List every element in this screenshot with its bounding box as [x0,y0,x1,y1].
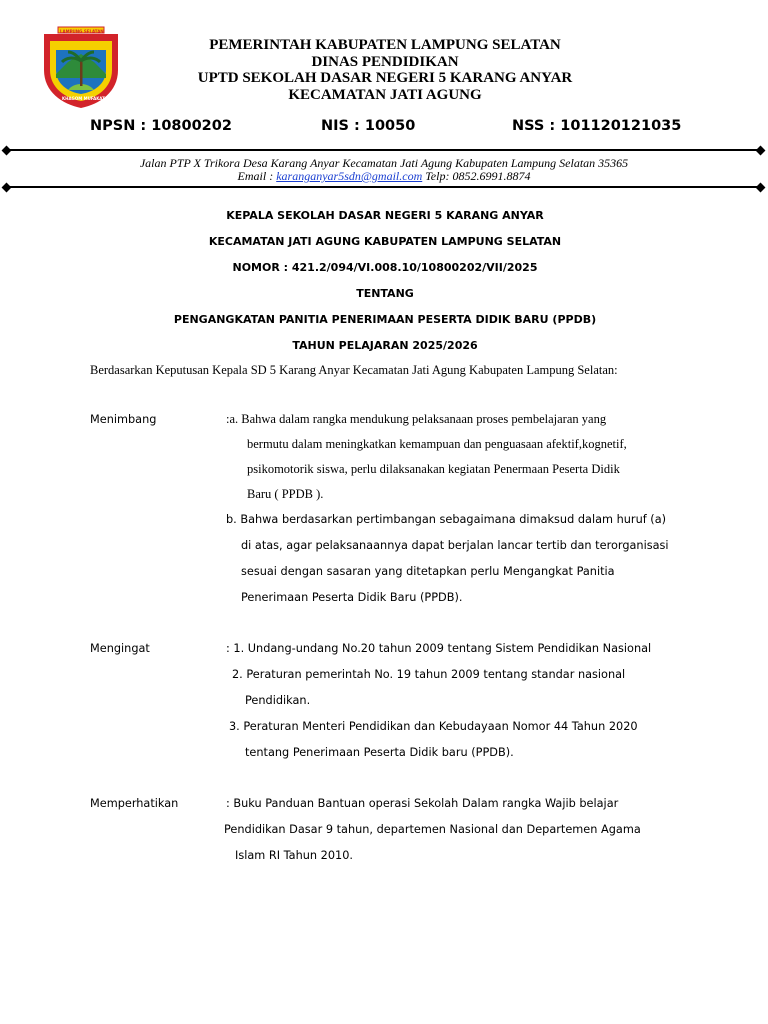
menimbang-line: di atas, agar pelaksanaannya dapat berjalan lancar tertib dan terorganisasi [241,539,669,552]
rule-end-diamond [756,183,766,193]
mengingat-line: tentang Penerimaan Peserta Didik baru (PPDB). [245,746,514,759]
decree-number: NOMOR : 421.2/094/VI.008.10/10800202/VII/2025 [232,261,538,274]
rule-end-diamond [2,183,12,193]
contact-line [40,169,728,183]
menimbang-label: Menimbang [90,413,157,426]
menimbang-line: Baru ( PPDB ). [247,487,324,501]
mengingat-line: Pendidikan. [245,694,311,707]
memperhatikan-line: : Buku Panduan Bantuan operasi Sekolah Dalam rangka Wajib belajar [226,797,619,810]
menimbang-line: Penerimaan Peserta Didik Baru (PPDB). [241,591,463,604]
npsn-number: NPSN : 10800202 [90,118,232,134]
rule-end-diamond [2,146,12,156]
logo-bottom-text: KHAGOM MUFAKAT [62,96,105,101]
letterhead-line-1: PEMERINTAH KABUPATEN LAMPUNG SELATAN [209,37,561,53]
menimbang-line: psikomotorik siswa, perlu dilaksanakan kegiatan Penermaan Peserta Didik [247,462,620,476]
decree-school-year: TAHUN PELAJARAN 2025/2026 [292,339,478,352]
mengingat-line: 2. Peraturan pemerintah No. 19 tahun 2009 tentang standar nasional [232,668,626,681]
nss-number: NSS : 101120121035 [512,118,682,134]
logo-top-text: LAMPUNG SELATAN [60,29,104,34]
email-label: Email : [237,169,277,183]
school-logo [38,24,124,110]
rule-end-diamond [756,146,766,156]
school-address: Jalan PTP X Trikora Desa Karang Anyar Kecamatan Jati Agung Kabupaten Lampung Selatan 35365 [139,156,629,170]
letterhead-line-2: DINAS PENDIDIKAN [311,54,459,70]
decree-subject: PENGANGKATAN PANITIA PENERIMAAN PESERTA DIDIK BARU (PPDB) [173,313,597,326]
decree-title-1: KEPALA SEKOLAH DASAR NEGERI 5 KARANG ANYAR [226,209,544,222]
memperhatikan-line: Islam RI Tahun 2010. [235,849,354,862]
mengingat-line: 3. Peraturan Menteri Pendidikan dan Kebudayaan Nomor 44 Tahun 2020 [229,720,638,733]
memperhatikan-line: Pendidikan Dasar 9 tahun, departemen Nasional dan Departemen Agama [224,823,641,836]
decree-title-2: KECAMATAN JATI AGUNG KABUPATEN LAMPUNG SELATAN [208,235,562,248]
letterhead-line-4: KECAMATAN JATI AGUNG [288,87,482,103]
header-rule-bottom [6,186,762,188]
header-rule-top [6,149,762,151]
mengingat-label: Mengingat [90,642,150,655]
email-link[interactable]: karanganyar5sdn@gmail.com [276,169,423,183]
menimbang-line: b. Bahwa berdasarkan pertimbangan sebagaimana dimaksud dalam huruf (a) [226,513,667,526]
nis-number: NIS : 10050 [321,118,416,134]
menimbang-line: :a. Bahwa dalam rangka mendukung pelaksanaan proses pembelajaran yang [226,412,607,426]
menimbang-line: sesuai dengan sasaran yang ditetapkan perlu Mengangkat Panitia [241,565,615,578]
memperhatikan-label: Memperhatikan [90,797,179,810]
decree-tentang: TENTANG [356,287,414,300]
letterhead-line-3: UPTD SEKOLAH DASAR NEGERI 5 KARANG ANYAR [197,70,573,86]
decree-intro: Berdasarkan Keputusan Kepala SD 5 Karang Anyar Kecamatan Jati Agung Kabupaten Lampung Selatan: [90,363,618,377]
mengingat-line: : 1. Undang-undang No.20 tahun 2009 tentang Sistem Pendidikan Nasional [226,642,652,655]
menimbang-line: bermutu dalam meningkatkan kemampuan dan penguasaan afektif,kognetif, [247,437,627,451]
phone-number: Telp: 0852.6991.8874 [422,169,531,183]
